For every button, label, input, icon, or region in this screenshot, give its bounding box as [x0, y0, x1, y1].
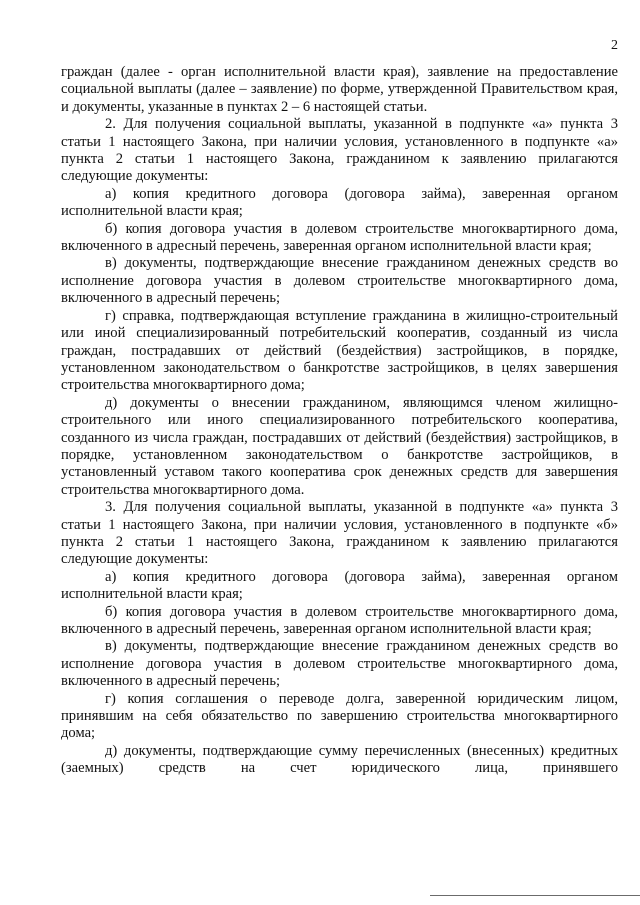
list-item-3d: д) документы, подтверждающие сумму перечисленных (внесенных) кредитных (заемных) средств на счет юридического лица, принявшего: [61, 742, 618, 777]
list-item-3v: в) документы, подтверждающие внесение гражданином денежных средств во исполнение договора участия в долевом строительстве многоквартирного дома, включенного в адресный перечень;: [61, 638, 618, 690]
paragraph-intro-continuation: граждан (далее - орган исполнительной власти края), заявление на предоставление социальной выплаты (далее – заявление) по форме, утвержденной Правительством края, и документы, указанные в пунктах 2 – 6 настоящей статьи.: [61, 64, 618, 115]
list-item-2d: д) документы о внесении гражданином, являющимся членом жилищно-строительного или иного специализированного потребительского кооператива, созданного из числа граждан, пострадавших от действий (бездействия) застройщиков, в порядке, установленном законодательством о банкротстве застройщиков, в установленный уставом такого кооператива срок денежных средств для завершения строительства многоквартирного дома.: [61, 394, 618, 498]
list-item-2v: в) документы, подтверждающие внесение гражданином денежных средств во исполнение договора участия в долевом строительстве многоквартирного дома, включенного в адресный перечень;: [61, 255, 618, 307]
document-body: [61, 64, 618, 778]
paragraph-point-2: 2. Для получения социальной выплаты, указанной в подпункте «а» пункта 3 статьи 1 настоящего Закона, при наличии условия, установленного в подпункте «а» пункта 2 статьи 1 настоящего Закона, гражданином к заявлению прилагаются следующие документы:: [61, 116, 618, 185]
page-number: 2: [611, 38, 618, 53]
list-item-2b: б) копия договора участия в долевом строительстве многоквартирного дома, включенного в адресный перечень, заверенная органом исполнительной власти края;: [61, 220, 618, 255]
list-item-3a: а) копия кредитного договора (договора займа), заверенная органом исполнительной власти края;: [61, 568, 618, 603]
list-item-3b: б) копия договора участия в долевом строительстве многоквартирного дома, включенного в адресный перечень, заверенная органом исполнительной власти края;: [61, 603, 618, 637]
list-item-3g: г) копия соглашения о переводе долга, заверенной юридическим лицом, принявшим на себя обязательство по завершению строительства многоквартирного дома;: [61, 690, 618, 742]
scan-edge-line: [430, 895, 640, 896]
list-item-2g: г) справка, подтверждающая вступление гражданина в жилищно-строительный или иной специализированный потребительский кооператив, созданный из числа граждан, пострадавших от действий (бездействия) застройщиков, в порядке, установленном законодательством о банкротстве застройщиков, в целях завершения строительства многоквартирного дома;: [61, 307, 618, 394]
list-item-2a: а) копия кредитного договора (договора займа), заверенная органом исполнительной власти края;: [61, 185, 618, 220]
paragraph-point-3: 3. Для получения социальной выплаты, указанной в подпункте «а» пункта 3 статьи 1 настоящего Закона, при наличии условия, установленного в подпункте «б» пункта 2 статьи 1 настоящего Закона, гражданином к заявлению прилагаются следующие документы:: [61, 499, 618, 568]
